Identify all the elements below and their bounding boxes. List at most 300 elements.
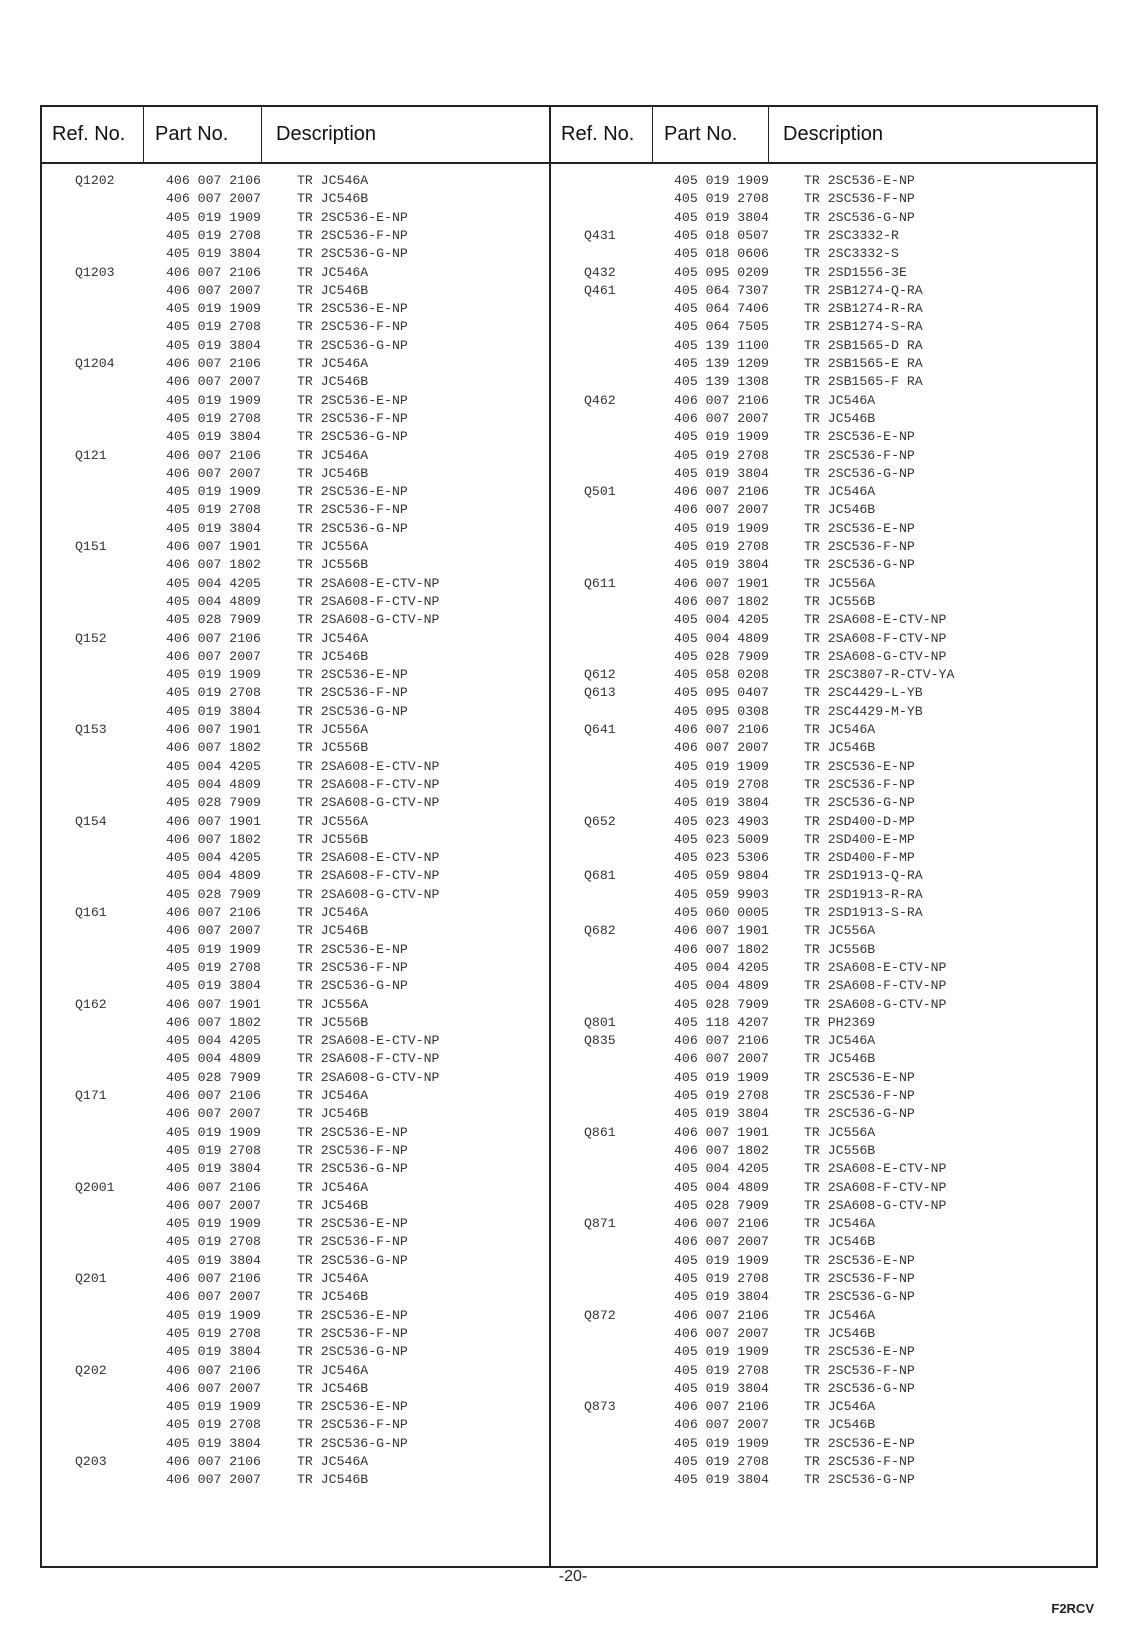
ref-no-cell: Q871 (584, 1216, 616, 1232)
table-row (42, 1415, 1096, 1434)
description-cell: TR 2SA608-F-CTV-NP (297, 776, 440, 792)
description-cell: TR JC546A (297, 264, 369, 280)
part-no-cell: 405 019 2708 (674, 1454, 769, 1469)
part-no-cell: 405 019 2708 (166, 1234, 261, 1250)
description-cell: TR JC546B (297, 465, 369, 481)
description-cell: TR JC546B (804, 1417, 876, 1433)
ref-no-cell: Q1203 (75, 264, 115, 280)
ref-no-cell: Q461 (584, 282, 616, 298)
part-no-cell: 405 019 2708 (674, 1362, 769, 1378)
part-no-cell: 405 019 1909 (166, 941, 261, 957)
table-row (42, 866, 1096, 885)
description-cell: TR 2SA608-G-CTV-NP (297, 795, 440, 811)
description-cell: TR 2SC536-F-NP (804, 1271, 915, 1286)
description-cell: TR JC556B (804, 593, 876, 609)
ref-no-cell: Q861 (584, 1124, 616, 1140)
table-row (42, 647, 1096, 666)
table-row (42, 830, 1096, 849)
description-cell: TR 2SA608-E-CTV-NP (804, 612, 947, 628)
part-no-cell: 405 019 2708 (166, 1142, 261, 1158)
ref-no-cell: Q161 (75, 905, 107, 920)
ref-no-cell: Q201 (75, 1271, 107, 1286)
description-cell: TR 2SC536-F-NP (297, 319, 408, 335)
description-cell: TR 2SC536-E-NP (804, 1344, 915, 1360)
description-cell: TR JC556A (297, 722, 369, 737)
description-cell: TR 2SC4429-M-YB (804, 703, 923, 719)
ref-no-cell: Q2001 (75, 1179, 115, 1195)
description-cell: TR JC546A (297, 1179, 369, 1195)
table-row (42, 1178, 1096, 1197)
description-cell: TR 2SC536-G-NP (297, 1435, 408, 1451)
table-row (42, 1361, 1096, 1380)
description-cell: TR JC546B (297, 282, 369, 298)
description-cell: TR 2SC536-G-NP (297, 1344, 408, 1360)
part-no-cell: 406 007 1802 (674, 1142, 769, 1158)
part-no-cell: 406 007 2106 (674, 1399, 769, 1415)
description-cell: TR 2SB1274-S-RA (804, 319, 923, 335)
part-no-cell: 405 028 7909 (166, 795, 261, 811)
table-row (42, 702, 1096, 721)
table-row (42, 885, 1096, 904)
part-no-cell: 405 019 1909 (166, 392, 261, 408)
part-no-cell: 406 007 1901 (166, 539, 261, 554)
part-no-cell: 406 007 2106 (166, 264, 261, 280)
description-cell: TR 2SC536-E-NP (297, 1216, 408, 1232)
page-number: -20- (558, 1568, 588, 1585)
part-no-cell: 406 007 2007 (166, 1289, 261, 1305)
part-no-cell: 406 007 2007 (674, 1417, 769, 1433)
part-no-cell: 405 004 4205 (166, 850, 261, 866)
part-no-cell: 405 004 4205 (166, 1033, 261, 1049)
ref-no-cell: Q154 (75, 813, 107, 829)
description-cell: TR 2SB1565-E RA (804, 356, 923, 371)
description-cell: TR 2SA608-F-CTV-NP (297, 593, 440, 609)
part-no-cell: 405 019 2708 (674, 1088, 769, 1103)
table-row (42, 336, 1096, 355)
part-no-cell: 406 007 2106 (166, 356, 261, 371)
ref-no-cell: Q171 (75, 1088, 107, 1103)
part-no-cell: 405 019 3804 (674, 1380, 769, 1396)
part-no-cell: 406 007 2007 (166, 1380, 261, 1396)
part-no-cell: 406 007 1901 (674, 923, 769, 939)
part-no-cell: 405 019 3804 (674, 209, 769, 225)
description-cell: TR 2SC536-F-NP (297, 1417, 408, 1433)
table-row (42, 903, 1096, 922)
description-cell: TR 2SC536-G-NP (297, 1161, 408, 1177)
description-cell: TR 2SC536-E-NP (297, 941, 408, 957)
description-cell: TR 2SC536-E-NP (804, 1252, 915, 1268)
header-divider (143, 107, 144, 162)
part-no-cell: 406 007 2106 (674, 392, 769, 408)
table-row (42, 738, 1096, 757)
part-no-cell: 405 095 0407 (674, 685, 769, 701)
table-row (42, 1434, 1096, 1453)
part-no-cell: 405 019 3804 (674, 795, 769, 811)
table-row (42, 848, 1096, 867)
description-cell: TR 2SB1565-D RA (804, 337, 923, 353)
table-row (42, 775, 1096, 794)
part-no-cell: 405 019 2708 (674, 776, 769, 792)
part-no-cell: 406 007 1802 (674, 941, 769, 957)
ref-no-cell: Q652 (584, 813, 616, 829)
part-no-cell: 405 139 1100 (674, 337, 769, 353)
part-no-cell: 405 118 4207 (674, 1014, 769, 1030)
description-cell: TR 2SC536-F-NP (297, 1142, 408, 1158)
table-row (42, 1196, 1096, 1215)
table-row (42, 263, 1096, 282)
ref-no-cell: Q612 (584, 667, 616, 683)
ref-no-cell: Q1202 (75, 173, 115, 188)
table-row (42, 793, 1096, 812)
part-no-cell: 405 004 4205 (674, 612, 769, 628)
description-cell: TR 2SC536-E-NP (804, 1435, 915, 1451)
description-cell: TR JC546B (804, 1051, 876, 1067)
ref-no-cell: Q152 (75, 630, 107, 646)
description-cell: TR JC546B (804, 740, 876, 756)
description-cell: TR 2SC3332-S (804, 246, 899, 262)
part-no-cell: 406 007 2106 (166, 1271, 261, 1286)
part-no-cell: 405 028 7909 (166, 612, 261, 628)
part-no-cell: 406 007 2007 (166, 1106, 261, 1122)
part-no-cell: 405 004 4205 (166, 575, 261, 591)
part-no-cell: 406 007 2106 (166, 905, 261, 920)
description-cell: TR JC546A (297, 905, 369, 920)
table-row (42, 574, 1096, 593)
description-cell: TR 2SD1556-3E (804, 264, 907, 280)
part-no-cell: 405 028 7909 (674, 1197, 769, 1213)
description-cell: TR 2SA608-E-CTV-NP (297, 758, 440, 774)
part-no-cell: 405 019 3804 (166, 1435, 261, 1451)
description-cell: TR 2SC536-E-NP (804, 429, 915, 445)
part-no-cell: 406 007 2007 (166, 374, 261, 390)
table-row (42, 1251, 1096, 1270)
part-no-cell: 405 019 1909 (674, 520, 769, 536)
table-row (42, 409, 1096, 428)
description-cell: TR JC546A (804, 1307, 876, 1323)
part-no-cell: 405 139 1209 (674, 356, 769, 371)
table-row (42, 317, 1096, 336)
ref-no-cell: Q613 (584, 685, 616, 701)
ref-no-cell: Q681 (584, 868, 616, 884)
part-no-cell: 405 019 2708 (674, 447, 769, 463)
table-row (42, 354, 1096, 373)
table-row (42, 940, 1096, 959)
description-cell: TR JC546A (804, 1033, 876, 1049)
table-row (42, 482, 1096, 501)
part-no-cell: 406 007 2007 (166, 282, 261, 298)
description-cell: TR 2SC536-G-NP (297, 520, 408, 536)
table-row (42, 189, 1096, 208)
ref-no-cell: Q162 (75, 996, 107, 1012)
ref-no-cell: Q121 (75, 447, 107, 463)
description-cell: TR 2SA608-F-CTV-NP (804, 978, 947, 994)
description-cell: TR 2SC536-E-NP (297, 209, 408, 225)
part-no-cell: 405 023 5306 (674, 850, 769, 866)
part-no-cell: 405 019 3804 (674, 1106, 769, 1122)
part-no-cell: 406 007 2106 (166, 447, 261, 463)
table-row (42, 281, 1096, 300)
header-description: Description (276, 123, 377, 145)
description-cell: TR 2SC536-F-NP (804, 1454, 915, 1469)
description-cell: TR 2SA608-G-CTV-NP (297, 612, 440, 628)
ref-no-cell: Q501 (584, 484, 616, 500)
table-row (42, 592, 1096, 611)
table-row (42, 1159, 1096, 1178)
ref-no-cell: Q431 (584, 227, 616, 243)
description-cell: TR JC556B (297, 831, 369, 847)
description-cell: TR 2SB1274-Q-RA (804, 282, 923, 298)
part-no-cell: 406 007 1901 (674, 1124, 769, 1140)
table-row (42, 1397, 1096, 1416)
description-cell: TR 2SC536-F-NP (297, 685, 408, 701)
part-no-cell: 405 019 2708 (674, 191, 769, 207)
description-cell: TR JC546B (804, 410, 876, 426)
description-cell: TR 2SC536-F-NP (804, 1362, 915, 1378)
description-cell: TR JC546A (297, 1271, 369, 1286)
part-no-cell: 406 007 2106 (166, 1362, 261, 1378)
table-header (42, 107, 1096, 164)
document-code: F2RCV (1051, 1601, 1094, 1616)
description-cell: TR 2SC536-E-NP (297, 301, 408, 317)
table-row (42, 1324, 1096, 1343)
table-row (42, 244, 1096, 263)
part-no-cell: 406 007 2007 (166, 648, 261, 664)
part-no-cell: 405 028 7909 (674, 648, 769, 664)
description-cell: TR 2SA608-G-CTV-NP (297, 1069, 440, 1085)
ref-no-cell: Q153 (75, 722, 107, 737)
part-no-cell: 406 007 1901 (166, 996, 261, 1012)
part-no-cell: 406 007 1802 (674, 593, 769, 609)
part-no-cell: 405 004 4809 (674, 978, 769, 994)
description-cell: TR 2SA608-E-CTV-NP (297, 1033, 440, 1049)
description-cell: TR 2SD400-E-MP (804, 831, 915, 847)
part-no-cell: 405 019 3804 (674, 1289, 769, 1305)
ref-no-cell: Q835 (584, 1033, 616, 1049)
description-cell: TR 2SC536-F-NP (804, 1088, 915, 1103)
table-row (42, 171, 1096, 190)
header-ref-no-right: Ref. No. (561, 123, 635, 145)
table-row (42, 299, 1096, 318)
description-cell: TR 2SC536-F-NP (804, 776, 915, 792)
table-row (42, 1031, 1096, 1050)
header-part-no-right: Part No. (664, 123, 738, 145)
table-row (42, 537, 1096, 556)
description-cell: TR JC546B (297, 648, 369, 664)
description-cell: TR 2SA608-G-CTV-NP (804, 1197, 947, 1213)
table-row (42, 1068, 1096, 1087)
description-cell: TR PH2369 (804, 1014, 876, 1030)
description-cell: TR JC546B (297, 191, 369, 207)
ref-no-cell: Q682 (584, 923, 616, 939)
part-no-cell: 405 095 0209 (674, 264, 769, 280)
description-cell: TR 2SC536-E-NP (297, 484, 408, 500)
part-no-cell: 405 028 7909 (166, 886, 261, 902)
description-cell: TR 2SC536-F-NP (297, 1325, 408, 1341)
table-row (42, 958, 1096, 977)
part-no-cell: 405 019 3804 (166, 1344, 261, 1360)
part-no-cell: 405 023 4903 (674, 813, 769, 829)
description-cell: TR 2SD1913-S-RA (804, 905, 923, 920)
description-cell: TR JC546A (804, 1216, 876, 1232)
description-cell: TR 2SC536-E-NP (297, 667, 408, 683)
part-no-cell: 405 019 1909 (674, 1252, 769, 1268)
description-cell: TR 2SA608-F-CTV-NP (804, 630, 947, 646)
table-row (42, 1049, 1096, 1068)
header-divider (261, 107, 262, 162)
part-no-cell: 406 007 1901 (166, 722, 261, 737)
part-no-cell: 405 004 4205 (674, 959, 769, 975)
description-cell: TR 2SC536-G-NP (804, 1472, 915, 1488)
part-no-cell: 405 019 1909 (674, 758, 769, 774)
description-cell: TR 2SC536-E-NP (297, 1399, 408, 1415)
part-no-cell: 406 007 2106 (674, 722, 769, 737)
description-cell: TR 2SC536-F-NP (297, 410, 408, 426)
ref-no-cell: Q872 (584, 1307, 616, 1323)
part-no-cell: 405 019 3804 (166, 1161, 261, 1177)
description-cell: TR 2SC536-F-NP (804, 447, 915, 463)
part-no-cell: 406 007 1802 (166, 557, 261, 573)
part-no-cell: 405 019 3804 (166, 703, 261, 719)
part-no-cell: 405 019 3804 (166, 1252, 261, 1268)
part-no-cell: 405 004 4809 (674, 630, 769, 646)
header-divider (652, 107, 653, 162)
part-no-cell: 405 019 1909 (166, 484, 261, 500)
description-cell: TR JC546B (297, 1380, 369, 1396)
header-ref-no: Ref. No. (52, 123, 126, 145)
table-row (42, 665, 1096, 684)
description-cell: TR JC556B (804, 941, 876, 957)
ref-no-cell: Q203 (75, 1454, 107, 1469)
description-cell: TR JC546B (297, 374, 369, 390)
description-cell: TR JC546B (297, 1197, 369, 1213)
part-no-cell: 406 007 2007 (674, 1234, 769, 1250)
description-cell: TR 2SC536-F-NP (804, 539, 915, 554)
description-cell: TR 2SC536-E-NP (804, 758, 915, 774)
part-no-cell: 405 059 9804 (674, 868, 769, 884)
description-cell: TR JC546B (804, 502, 876, 518)
table-row (42, 226, 1096, 245)
description-cell: TR 2SC3332-R (804, 227, 899, 243)
description-cell: TR JC556B (297, 740, 369, 756)
part-no-cell: 406 007 2007 (166, 1472, 261, 1488)
table-row (42, 1287, 1096, 1306)
description-cell: TR 2SB1274-R-RA (804, 301, 923, 317)
part-no-cell: 405 004 4809 (166, 1051, 261, 1067)
description-cell: TR 2SA608-G-CTV-NP (297, 886, 440, 902)
description-cell: TR 2SC536-F-NP (297, 959, 408, 975)
description-cell: TR 2SC536-E-NP (804, 1069, 915, 1085)
table-row (42, 1104, 1096, 1123)
part-no-cell: 406 007 2007 (166, 191, 261, 207)
part-no-cell: 405 064 7406 (674, 301, 769, 317)
table-row (42, 1470, 1096, 1489)
description-cell: TR JC546B (297, 1106, 369, 1122)
table-row (42, 1452, 1096, 1471)
description-cell: TR JC556A (804, 575, 876, 591)
table-row (42, 921, 1096, 940)
table-row (42, 610, 1096, 629)
description-cell: TR JC546B (297, 1472, 369, 1488)
part-no-cell: 405 019 2708 (166, 959, 261, 975)
header-divider (768, 107, 769, 162)
part-no-cell: 405 023 5009 (674, 831, 769, 847)
description-cell: TR JC546A (804, 1399, 876, 1415)
description-cell: TR 2SB1565-F RA (804, 374, 923, 390)
table-row (42, 372, 1096, 391)
parts-list-table (40, 105, 1098, 1568)
description-cell: TR JC556A (297, 813, 369, 829)
description-cell: TR 2SC536-G-NP (297, 1252, 408, 1268)
description-cell: TR JC546A (297, 1454, 369, 1469)
ref-no-cell: Q202 (75, 1362, 107, 1378)
part-no-cell: 405 004 4809 (166, 593, 261, 609)
table-row (42, 720, 1096, 739)
table-row (42, 757, 1096, 776)
description-cell: TR JC546B (297, 923, 369, 939)
part-no-cell: 405 019 2708 (166, 1417, 261, 1433)
part-no-cell: 405 004 4809 (166, 776, 261, 792)
part-no-cell: 406 007 1901 (674, 575, 769, 591)
table-row (42, 427, 1096, 446)
description-cell: TR JC556A (297, 539, 369, 554)
part-no-cell: 405 064 7307 (674, 282, 769, 298)
part-no-cell: 406 007 2007 (674, 1051, 769, 1067)
part-no-cell: 405 019 2708 (674, 539, 769, 554)
description-cell: TR 2SC536-E-NP (297, 1307, 408, 1323)
part-no-cell: 406 007 2007 (674, 740, 769, 756)
description-cell: TR JC546B (297, 1289, 369, 1305)
part-no-cell: 406 007 1802 (166, 1014, 261, 1030)
table-row (42, 1232, 1096, 1251)
part-no-cell: 406 007 2106 (674, 1216, 769, 1232)
part-no-cell: 405 018 0507 (674, 227, 769, 243)
description-cell: TR 2SC536-F-NP (297, 502, 408, 518)
description-cell: TR 2SC3807-R-CTV-YA (804, 667, 955, 683)
part-no-cell: 405 004 4809 (674, 1179, 769, 1195)
description-cell: TR 2SC536-G-NP (804, 1106, 915, 1122)
table-row (42, 519, 1096, 538)
description-cell: TR 2SA608-F-CTV-NP (297, 1051, 440, 1067)
part-no-cell: 405 019 1909 (674, 1069, 769, 1085)
part-no-cell: 405 019 3804 (166, 520, 261, 536)
description-cell: TR JC556B (804, 1142, 876, 1158)
table-row (42, 1379, 1096, 1398)
part-no-cell: 405 019 2708 (166, 319, 261, 335)
part-no-cell: 406 007 2007 (166, 923, 261, 939)
part-no-cell: 406 007 1802 (166, 831, 261, 847)
part-no-cell: 405 060 0005 (674, 905, 769, 920)
table-row (42, 1141, 1096, 1160)
description-cell: TR JC556B (297, 557, 369, 573)
table-row (42, 683, 1096, 702)
part-no-cell: 406 007 2106 (166, 1179, 261, 1195)
part-no-cell: 405 019 2708 (166, 502, 261, 518)
part-no-cell: 405 019 2708 (166, 1325, 261, 1341)
table-row (42, 995, 1096, 1014)
description-cell: TR 2SC536-G-NP (297, 703, 408, 719)
description-cell: TR 2SA608-E-CTV-NP (804, 1161, 947, 1177)
ref-no-cell: Q873 (584, 1399, 616, 1415)
part-no-cell: 406 007 2106 (674, 1033, 769, 1049)
description-cell: TR JC546A (804, 484, 876, 500)
part-no-cell: 405 019 1909 (166, 1399, 261, 1415)
table-row (42, 464, 1096, 483)
description-cell: TR 2SC536-G-NP (297, 429, 408, 445)
table-row (42, 976, 1096, 995)
ref-no-cell: Q151 (75, 539, 107, 554)
description-cell: TR 2SA608-F-CTV-NP (804, 1179, 947, 1195)
table-row (42, 500, 1096, 519)
